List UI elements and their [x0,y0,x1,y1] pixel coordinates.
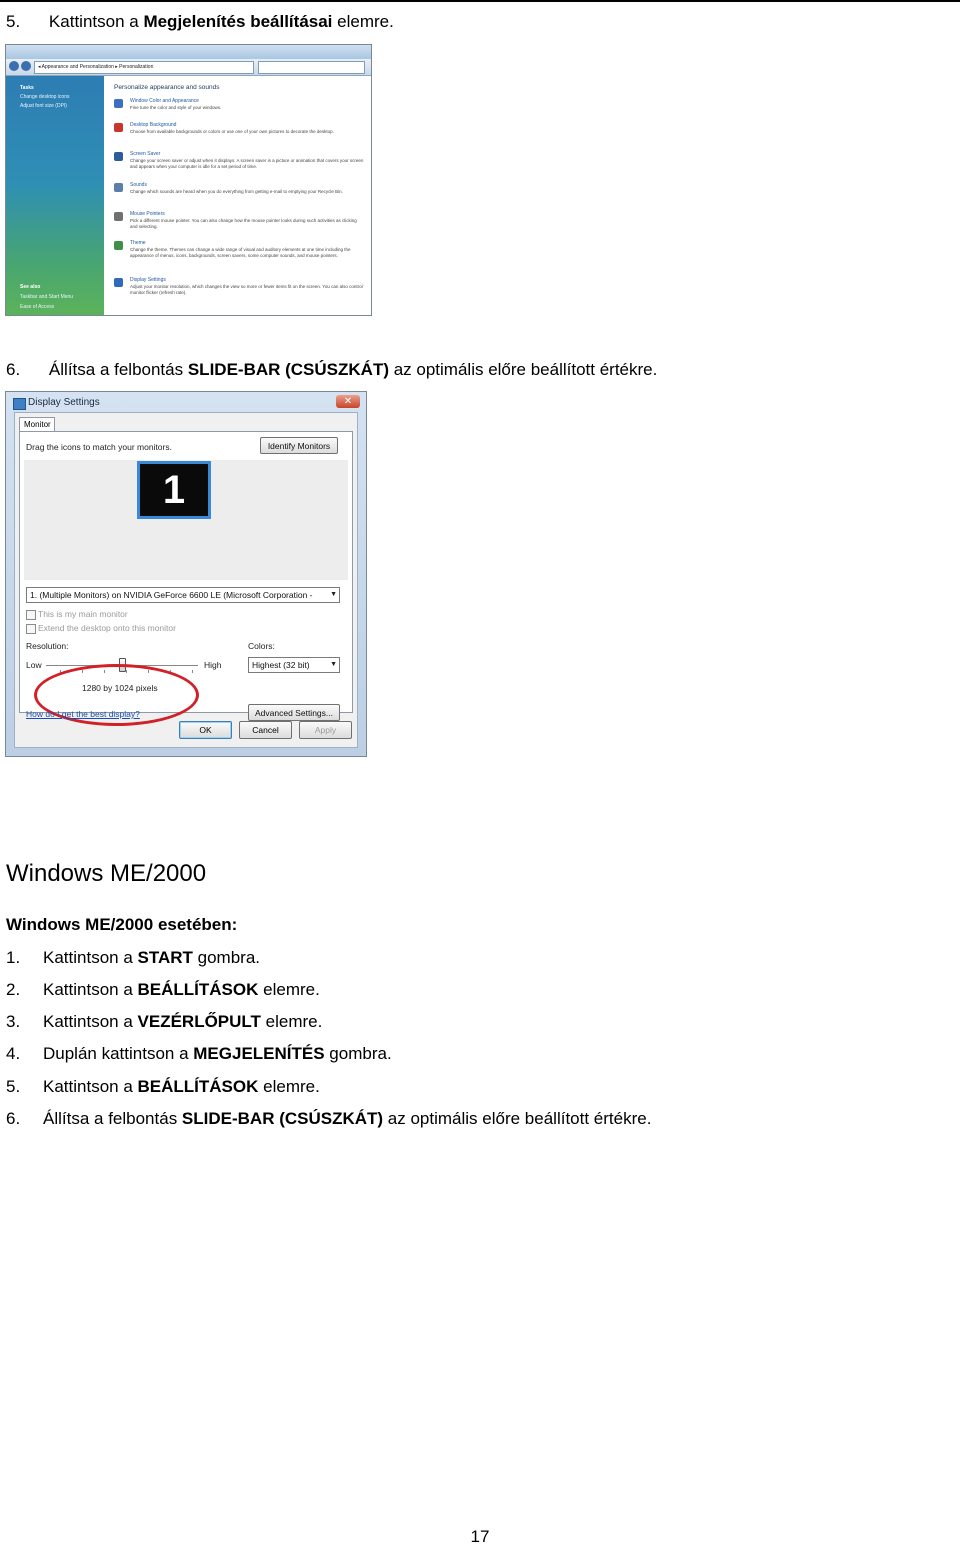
address-field[interactable]: ◂ Appearance and Personalization ▸ Personalization [34,61,254,74]
instruction-label: Drag the icons to match your monitors. [26,442,172,452]
step-emphasis: BEÁLLÍTÁSOK [137,980,259,999]
item-link[interactable]: Display Settings [130,277,166,283]
chevron-down-icon: ▼ [330,661,337,668]
extend-desktop-label: Extend the desktop onto this monitor [38,623,176,633]
back-icon[interactable] [9,61,19,71]
page-title: Personalize appearance and sounds [114,84,220,91]
resolution-value: 1280 by 1024 pixels [82,683,158,693]
step-text-end: az optimális előre beállított értékre. [389,360,658,379]
item-description: Fine tune the color and style of your windows. [130,105,222,110]
tasks-pane [6,76,104,315]
step-number: 1. [6,948,21,967]
high-label: High [204,660,222,670]
cancel-button[interactable]: Cancel [239,721,292,739]
item-description: Adjust your monitor resolution, which changes the view so more or fewer items fit on the screen. You can also control monitor flicker (refresh rate). [130,284,363,295]
step-text-end: elemre. [260,1012,323,1031]
see-also-link[interactable]: Taskbar and Start Menu [20,294,74,300]
item-link[interactable]: Window Color and Appearance [130,98,199,104]
extend-desktop-checkbox[interactable] [26,624,36,634]
list-item [6,1043,392,1065]
step-emphasis: MEGJELENÍTÉS [193,1044,325,1063]
theme-icon [114,241,123,250]
item-description: Pick a different mouse pointer. You can also change how the mouse pointer looks during such activities as clicking and selecting. [130,218,357,229]
monitor-select-value: 1. (Multiple Monitors) on NVIDIA GeForce 6600 LE (Microsoft Corporation - [30,590,313,600]
step-number: 5. [6,12,21,31]
item-description: Change your screen saver or adjust when it displays. A screen saver is a picture or animation that covers your screen and appears when your computer is idle for a set period of time. [130,158,364,169]
resolution-label: Resolution: [26,641,69,651]
step-emphasis: SLIDE-BAR (CSÚSZKÁT) [181,1109,384,1128]
step-text: Kattintson a [48,12,144,31]
step-text: Állítsa a felbontás [48,360,188,379]
colors-select[interactable] [248,657,340,673]
step-text: Kattintson a [43,948,138,967]
intro-step-5 [6,12,394,32]
step-emphasis: Megjelenítés beállításai [143,12,333,31]
personalization-main [104,76,371,315]
list-item [6,1011,322,1033]
task-link[interactable]: Adjust font size (DPI) [20,103,67,109]
help-link[interactable]: How do I get the best display? [26,709,140,719]
display-settings-icon [114,278,123,287]
step-text: Duplán kattintson a [43,1044,194,1063]
item-link[interactable]: Screen Saver [130,151,161,157]
step-number: 6. [6,1109,21,1128]
main-monitor-checkbox[interactable] [26,610,36,620]
step-emphasis: VEZÉRLŐPULT [137,1012,261,1031]
item-link[interactable]: Sounds [130,182,147,188]
slider-tick [192,670,193,673]
tab-monitor[interactable]: Monitor [19,417,55,431]
monitor-select[interactable] [26,587,340,603]
mouse-pointer-icon [114,212,123,221]
step-emphasis: BEÁLLÍTÁSOK [137,1077,259,1096]
step-text: Állítsa a felbontás [43,1109,182,1128]
advanced-settings-button[interactable]: Advanced Settings... [248,704,340,721]
colors-label: Colors: [248,641,275,651]
see-also-heading: See also [20,284,41,290]
see-also-link[interactable]: Ease of Access [20,304,55,310]
window-titlebar [6,45,371,59]
step-emphasis: START [137,948,193,967]
step-emphasis: SLIDE-BAR (CSÚSZKÁT) [187,360,389,379]
low-label: Low [26,660,42,670]
item-link[interactable]: Desktop Background [130,122,177,128]
step-text: Kattintson a [43,980,138,999]
display-settings-screenshot [5,391,367,757]
item-link[interactable]: Mouse Pointers [130,211,165,217]
list-item [6,1076,320,1098]
forward-icon[interactable] [21,61,31,71]
window-title: Display Settings [28,397,100,408]
dialog-body [14,412,358,748]
step-text: Kattintson a [43,1012,138,1031]
apply-button[interactable]: Apply [299,721,352,739]
section-title: Windows ME/2000 [6,860,207,887]
section-subhead: Windows ME/2000 esetében: [6,915,238,934]
step-text-end: elemre. [258,1077,320,1096]
step-text-end: gombra. [324,1044,392,1063]
main-monitor-label: This is my main monitor [38,609,128,619]
step-number: 6. [6,360,21,379]
tasks-heading: Tasks [20,85,34,91]
item-link[interactable]: Theme [130,240,146,246]
step-number: 5. [6,1077,21,1096]
task-link[interactable]: Change desktop icons [20,94,70,100]
personalization-screenshot [5,44,372,316]
list-item [6,979,320,1001]
item-description: Change which sounds are heard when you do everything from getting e-mail to emptying your Recycle Bin. [130,189,343,194]
step-number: 2. [6,980,21,999]
step-number: 4. [6,1044,21,1063]
step-number: 3. [6,1012,21,1031]
search-input[interactable] [258,61,365,74]
step-text-end: gombra. [192,948,261,967]
intro-step-6 [6,360,657,380]
address-bar [6,59,371,76]
sounds-icon [114,183,123,192]
top-rule [0,0,960,2]
page-number: 17 [470,1527,490,1546]
close-icon[interactable]: ✕ [336,395,360,408]
window-color-icon [114,99,123,108]
item-description: Change the theme. Themes can change a wide range of visual and auditory elements at one time including the appearance of menus, icons, backgrounds, screen savers, some computer sounds, and mouse pointers. [130,247,351,258]
item-description: Choose from available backgrounds or colors or use one of your own pictures to decorate the desktop. [130,129,334,134]
list-item [6,1108,651,1130]
step-text-end: az optimális előre beállított értékre. [383,1109,652,1128]
monitor-1-icon[interactable]: 1 [137,461,211,519]
ok-button[interactable]: OK [179,721,232,739]
list-item [6,947,260,969]
monitor-tab-page [19,431,353,719]
step-text-end: elemre. [258,980,320,999]
screen-saver-icon [114,152,123,161]
colors-select-value: Highest (32 bit) [252,660,310,670]
desktop-background-icon [114,123,123,132]
step-text: Kattintson a [43,1077,138,1096]
identify-monitors-button[interactable]: Identify Monitors [260,437,338,454]
display-icon [13,398,26,410]
step-text-end: elemre. [332,12,394,31]
chevron-down-icon: ▼ [330,591,337,598]
